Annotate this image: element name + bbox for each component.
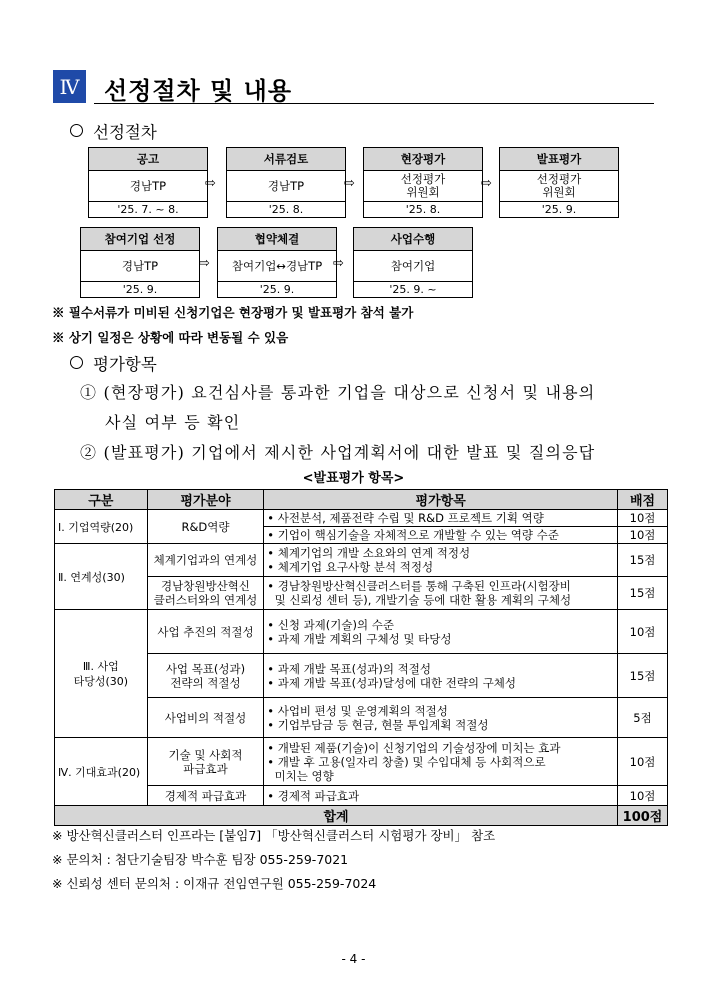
step-title: 현장평가 bbox=[364, 148, 482, 171]
item-line: • 사업비 편성 및 운영계획의 적절성 bbox=[267, 703, 448, 718]
arrow-right-icon: ⇨ bbox=[205, 176, 216, 191]
item-line: • 개발된 제품(기술)이 신청기업의 기술성장에 미치는 효과 bbox=[267, 740, 561, 755]
score-cell: 10점 bbox=[618, 610, 668, 654]
item-text: (발표평가) 기업에서 제시한 사업계획서에 대한 발표 및 질의응답 bbox=[103, 443, 596, 462]
step-main: 선정평가 위원회 bbox=[536, 172, 582, 199]
evaluation-table bbox=[54, 489, 668, 826]
items-cell bbox=[264, 610, 618, 654]
item-line: • 기업이 핵심기술을 자체적으로 개발할 수 있는 역량 수준 bbox=[267, 528, 559, 542]
item-line: • 사전분석, 제품전략 수립 및 R&D 프로젝트 기획 역량 bbox=[267, 511, 544, 525]
process-step-agreement bbox=[217, 227, 337, 298]
step-title: 참여기업 선정 bbox=[81, 228, 199, 251]
footnote-reliability-contact: ※ 신뢰성 센터 문의처 : 이재규 전임연구원 055-259-7024 bbox=[52, 876, 377, 891]
item-number: ① bbox=[80, 383, 98, 402]
score-cell: 10점 bbox=[618, 738, 668, 786]
note-schedule-change: ※ 상기 일정은 상황에 따라 변동될 수 있음 bbox=[52, 330, 289, 345]
arrow-right-icon: ⇨ bbox=[199, 256, 210, 271]
step-title: 발표평가 bbox=[500, 148, 618, 171]
section-underline bbox=[94, 103, 654, 104]
page-number: - 4 - bbox=[341, 952, 366, 966]
evaluation-item-1 bbox=[80, 380, 595, 403]
field-cell: 체계기업과의 연계성 bbox=[147, 544, 264, 577]
evaluation-item-2 bbox=[80, 440, 595, 463]
step-main: 참여기업↔경남TP bbox=[231, 258, 323, 273]
total-label: 합계 bbox=[55, 806, 618, 826]
items-cell bbox=[264, 577, 618, 610]
field-cell: 사업비의 적절성 bbox=[147, 698, 264, 738]
items-cell bbox=[264, 698, 618, 738]
process-step-site-evaluation bbox=[363, 147, 483, 218]
score-cell: 5점 bbox=[618, 698, 668, 738]
table-total-row bbox=[55, 806, 668, 826]
total-score: 100점 bbox=[618, 806, 668, 826]
step-main: 참여기업 bbox=[390, 258, 436, 273]
step-main: 경남TP bbox=[129, 178, 167, 193]
table-row bbox=[55, 577, 668, 610]
note-required-documents: ※ 필수서류가 미비된 신청기업은 현장평가 및 발표평가 참석 불가 bbox=[52, 305, 414, 320]
step-title: 사업수행 bbox=[354, 228, 472, 251]
table-row bbox=[55, 510, 668, 527]
item-line: • 체계기업 요구사항 분석 적정성 bbox=[267, 560, 434, 574]
category-cell: Ⅳ. 기대효과(20) bbox=[55, 738, 148, 806]
step-date: '25. 9. bbox=[500, 201, 618, 217]
step-date: '25. 9. bbox=[218, 281, 336, 297]
step-date: '25. 8. bbox=[227, 201, 345, 217]
table-caption: <발표평가 항목> bbox=[302, 471, 405, 486]
field-cell: R&D역량 bbox=[147, 510, 264, 544]
section-number-badge: Ⅳ bbox=[53, 70, 86, 103]
category-cell: Ⅲ. 사업 타당성(30) bbox=[55, 610, 148, 738]
header-field: 평가분야 bbox=[147, 490, 264, 510]
circle-bullet-icon bbox=[70, 356, 83, 369]
header-items: 평가항목 bbox=[264, 490, 618, 510]
item-line: • 경제적 파급효과 bbox=[267, 788, 360, 803]
table-row bbox=[55, 786, 668, 806]
item-line: • 신청 과제(기술)의 수준 bbox=[267, 617, 394, 632]
category-cell: Ⅰ. 기업역량(20) bbox=[55, 510, 148, 544]
arrow-right-icon: ⇨ bbox=[333, 256, 344, 271]
items-cell bbox=[264, 738, 618, 786]
item-line: 및 신뢰성 센터 등), 개발기술 등에 대한 활용 계획의 구체성 bbox=[267, 593, 572, 607]
step-title: 서류검토 bbox=[227, 148, 345, 171]
item-line: • 체계기업의 개발 소요와의 연계 적정성 bbox=[267, 546, 471, 560]
item-line: • 경남창원방산혁신클러스터를 통해 구축된 인프라(시험장비 bbox=[267, 579, 571, 593]
process-step-document-review bbox=[226, 147, 346, 218]
table-row bbox=[55, 698, 668, 738]
field-cell: 경남창원방산혁신 클러스터와의 연계성 bbox=[147, 577, 264, 610]
evaluation-heading: 평가항목 bbox=[70, 351, 157, 375]
field-cell: 사업 추진의 적절성 bbox=[147, 610, 264, 654]
circle-bullet-icon bbox=[70, 124, 83, 137]
header-score: 배점 bbox=[618, 490, 668, 510]
field-cell: 경제적 파급효과 bbox=[147, 786, 264, 806]
header-category: 구분 bbox=[55, 490, 148, 510]
score-cell: 15점 bbox=[618, 654, 668, 698]
item-line: • 과제 개발 계획의 구체성 및 타당성 bbox=[267, 631, 452, 646]
field-cell: 기술 및 사회적 파급효과 bbox=[147, 738, 264, 786]
step-date: '25. 9. bbox=[81, 281, 199, 297]
footnote-infrastructure: ※ 방산혁신클러스터 인프라는 [붙임7] 「방산혁신클러스터 시험평가 장비」 참조 bbox=[52, 828, 496, 843]
step-date: '25. 9. ~ bbox=[354, 281, 472, 297]
evaluation-item-1-continued: 사실 여부 등 확인 bbox=[105, 413, 241, 432]
table-row bbox=[55, 738, 668, 786]
section-title: 선정절차 및 내용 bbox=[104, 77, 292, 105]
item-text: (현장평가) 요건심사를 통과한 기업을 대상으로 신청서 및 내용의 bbox=[103, 383, 596, 402]
items-cell bbox=[264, 527, 618, 544]
item-number: ② bbox=[80, 443, 98, 462]
items-cell bbox=[264, 510, 618, 527]
process-heading: 선정절차 bbox=[70, 119, 157, 143]
score-cell: 10점 bbox=[618, 786, 668, 806]
step-date: '25. 7. ~ 8. bbox=[89, 201, 207, 217]
step-main: 경남TP bbox=[267, 178, 305, 193]
step-main: 선정평가 위원회 bbox=[400, 172, 446, 199]
arrow-right-icon: ⇨ bbox=[344, 176, 355, 191]
category-cell: Ⅱ. 연계성(30) bbox=[55, 544, 148, 610]
field-cell: 사업 목표(성과) 전략의 적절성 bbox=[147, 654, 264, 698]
item-line: • 과제 개발 목표(성과)의 적절성 bbox=[267, 661, 431, 676]
step-date: '25. 8. bbox=[364, 201, 482, 217]
process-step-presentation bbox=[499, 147, 619, 218]
table-row bbox=[55, 544, 668, 577]
score-cell: 10점 bbox=[618, 510, 668, 527]
score-cell: 15점 bbox=[618, 577, 668, 610]
item-line: • 기업부담금 등 현금, 현물 투입계획 적절성 bbox=[267, 717, 489, 732]
items-cell bbox=[264, 786, 618, 806]
item-line: 미치는 영향 bbox=[267, 768, 334, 783]
item-line: • 개발 후 고용(일자리 창출) 및 수입대체 등 사회적으로 bbox=[267, 754, 546, 769]
score-cell: 10점 bbox=[618, 527, 668, 544]
process-step-execution bbox=[353, 227, 473, 298]
arrow-right-icon: ⇨ bbox=[481, 176, 492, 191]
process-step-company-selection bbox=[80, 227, 200, 298]
process-step-notice bbox=[88, 147, 208, 218]
step-main: 경남TP bbox=[121, 258, 159, 273]
step-title: 공고 bbox=[89, 148, 207, 171]
table-row bbox=[55, 654, 668, 698]
items-cell bbox=[264, 654, 618, 698]
items-cell bbox=[264, 544, 618, 577]
score-cell: 15점 bbox=[618, 544, 668, 577]
table-header-row bbox=[55, 490, 668, 510]
table-row bbox=[55, 610, 668, 654]
item-line: • 과제 개발 목표(성과)달성에 대한 전략의 구체성 bbox=[267, 675, 517, 690]
footnote-contact: ※ 문의처 : 첨단기술팀장 박수훈 팀장 055-259-7021 bbox=[52, 852, 349, 867]
step-title: 협약체결 bbox=[218, 228, 336, 251]
